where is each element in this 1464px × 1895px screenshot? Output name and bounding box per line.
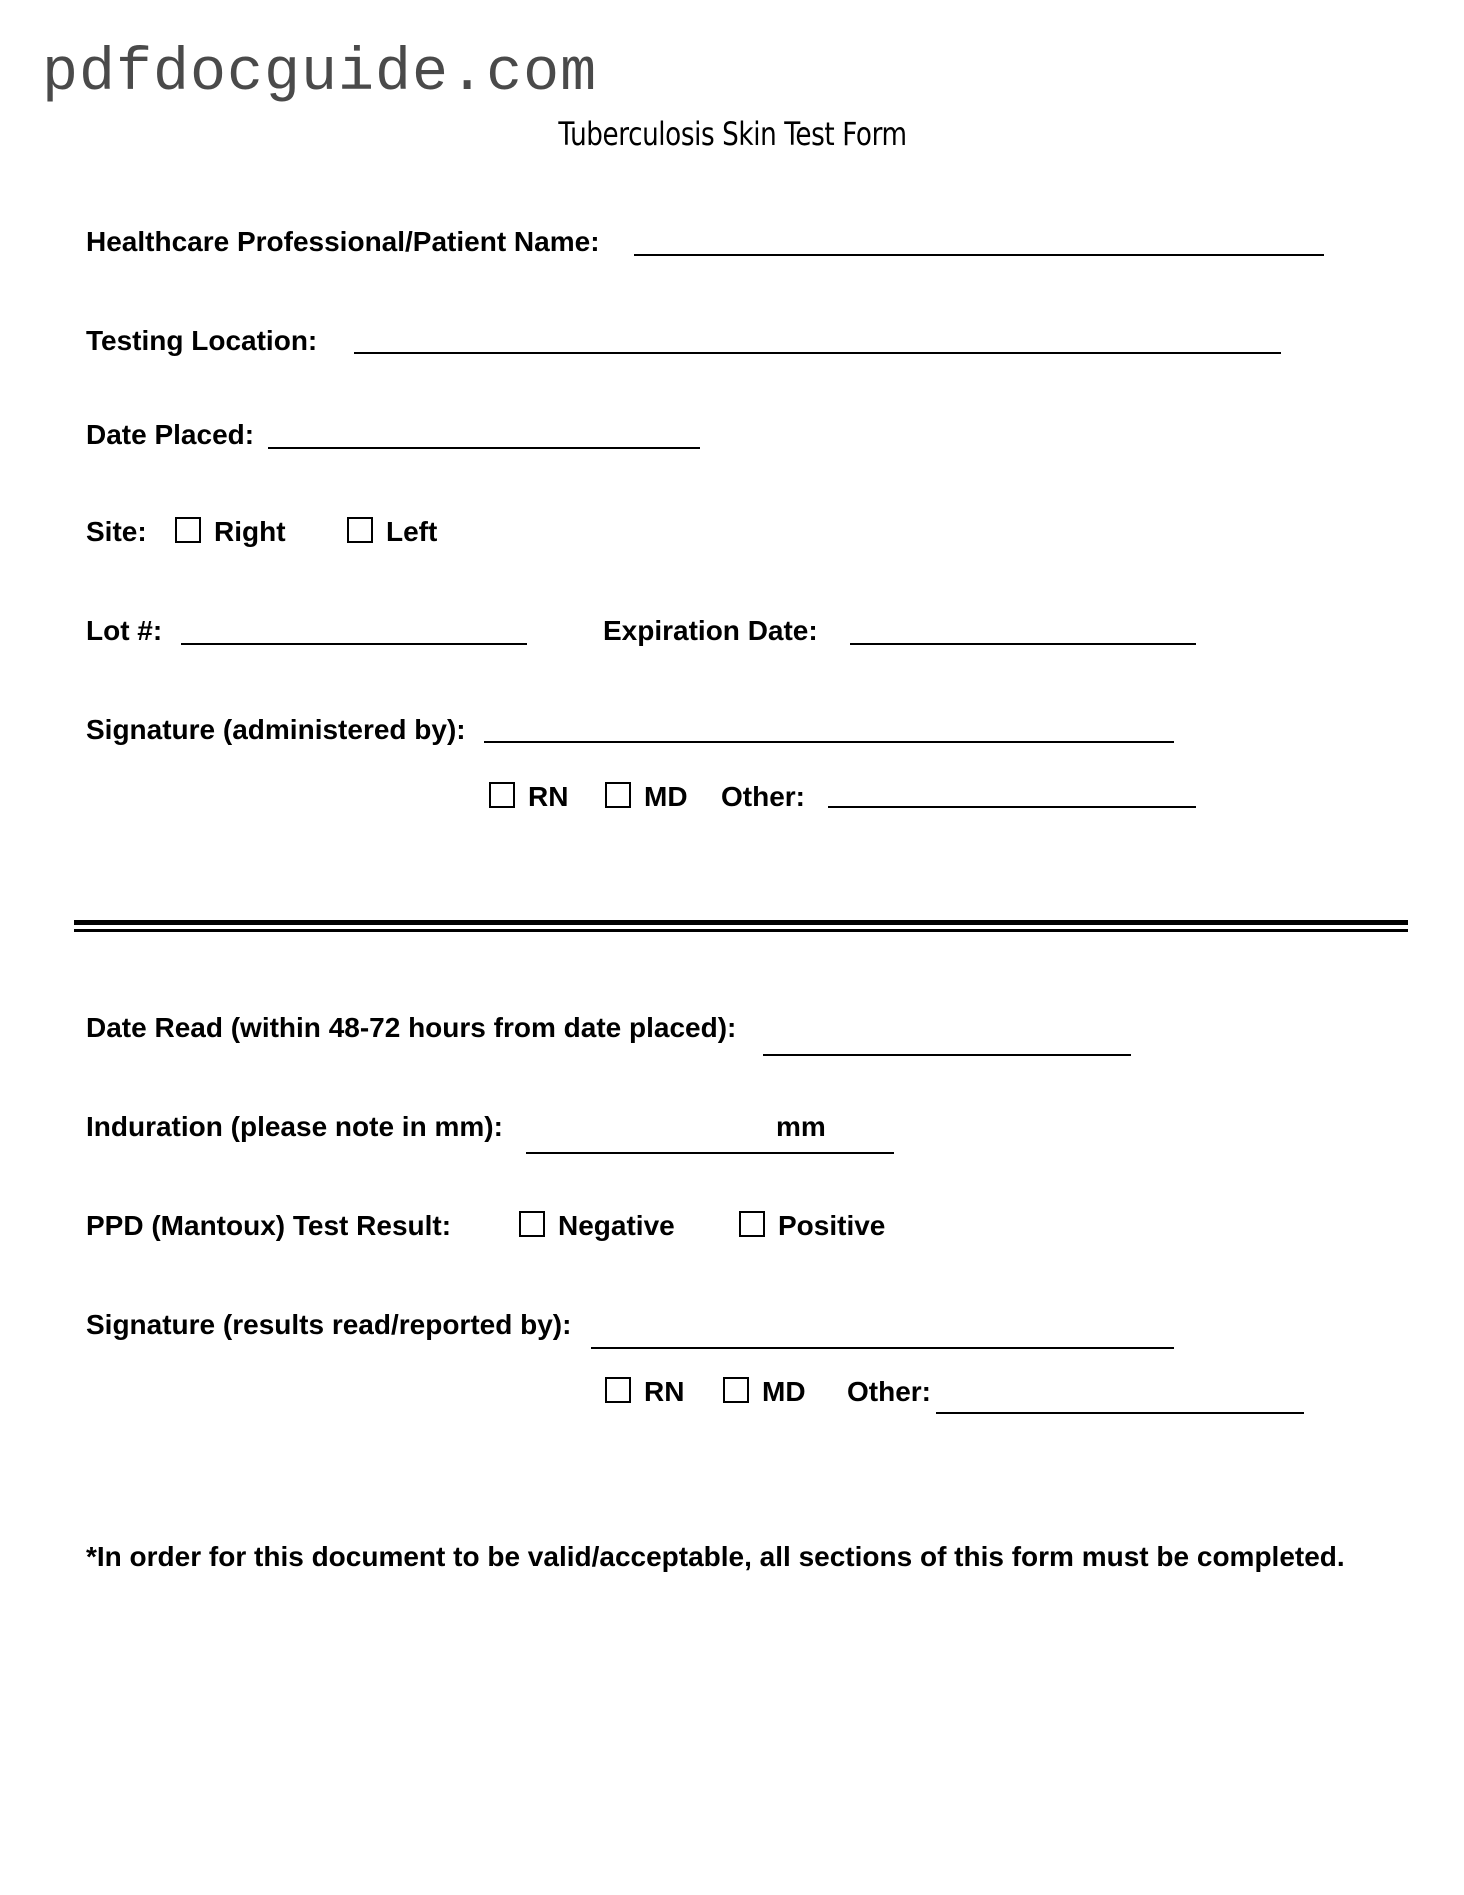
administered-signature-field[interactable] [484,741,1174,743]
site-left-label: Left [386,516,438,547]
administered-md-checkbox[interactable] [605,782,631,808]
date-read-field[interactable] [763,1054,1131,1056]
positive-label: Positive [778,1210,886,1241]
section-divider [74,920,1408,925]
reported-signature-field[interactable] [591,1347,1174,1349]
testing-location-label: Testing Location: [86,325,318,356]
lot-number-label: Lot #: [86,615,163,646]
positive-checkbox[interactable] [739,1211,765,1237]
administered-other-field[interactable] [828,806,1196,808]
administered-signature-label: Signature (administered by): [86,714,466,745]
induration-label: Induration (please note in mm): [86,1111,503,1142]
date-placed-label: Date Placed: [86,419,255,450]
testing-location-field[interactable] [354,352,1281,354]
reported-rn-checkbox[interactable] [605,1377,631,1403]
administered-other-label: Other: [721,781,805,812]
patient-name-label: Healthcare Professional/Patient Name: [86,226,600,257]
administered-rn-checkbox[interactable] [489,782,515,808]
induration-field[interactable] [526,1152,894,1154]
induration-unit: mm [776,1111,826,1142]
reported-md-checkbox[interactable] [723,1377,749,1403]
reported-md-label: MD [762,1376,806,1407]
lot-number-field[interactable] [181,643,527,645]
administered-rn-label: RN [528,781,569,812]
site-left-checkbox[interactable] [347,517,373,543]
form-title: Tuberculosis Skin Test Form [558,115,907,153]
reported-rn-label: RN [644,1376,685,1407]
expiration-date-field[interactable] [850,643,1196,645]
negative-checkbox[interactable] [519,1211,545,1237]
reported-other-field[interactable] [936,1412,1304,1414]
ppd-result-label: PPD (Mantoux) Test Result: [86,1210,452,1241]
section-divider-thin [74,929,1408,932]
site-label: Site: [86,516,147,547]
watermark: pdfdocguide.com [42,40,598,108]
site-right-label: Right [214,516,286,547]
expiration-date-label: Expiration Date: [603,615,818,646]
negative-label: Negative [558,1210,675,1241]
date-placed-field[interactable] [268,447,700,449]
patient-name-field[interactable] [634,254,1324,256]
footnote: *In order for this document to be valid/acceptable, all sections of this form must be completed. [86,1541,1345,1572]
administered-md-label: MD [644,781,688,812]
date-read-label: Date Read (within 48-72 hours from date placed): [86,1012,737,1043]
reported-signature-label: Signature (results read/reported by): [86,1309,572,1340]
reported-other-label: Other: [847,1376,931,1407]
site-right-checkbox[interactable] [175,517,201,543]
